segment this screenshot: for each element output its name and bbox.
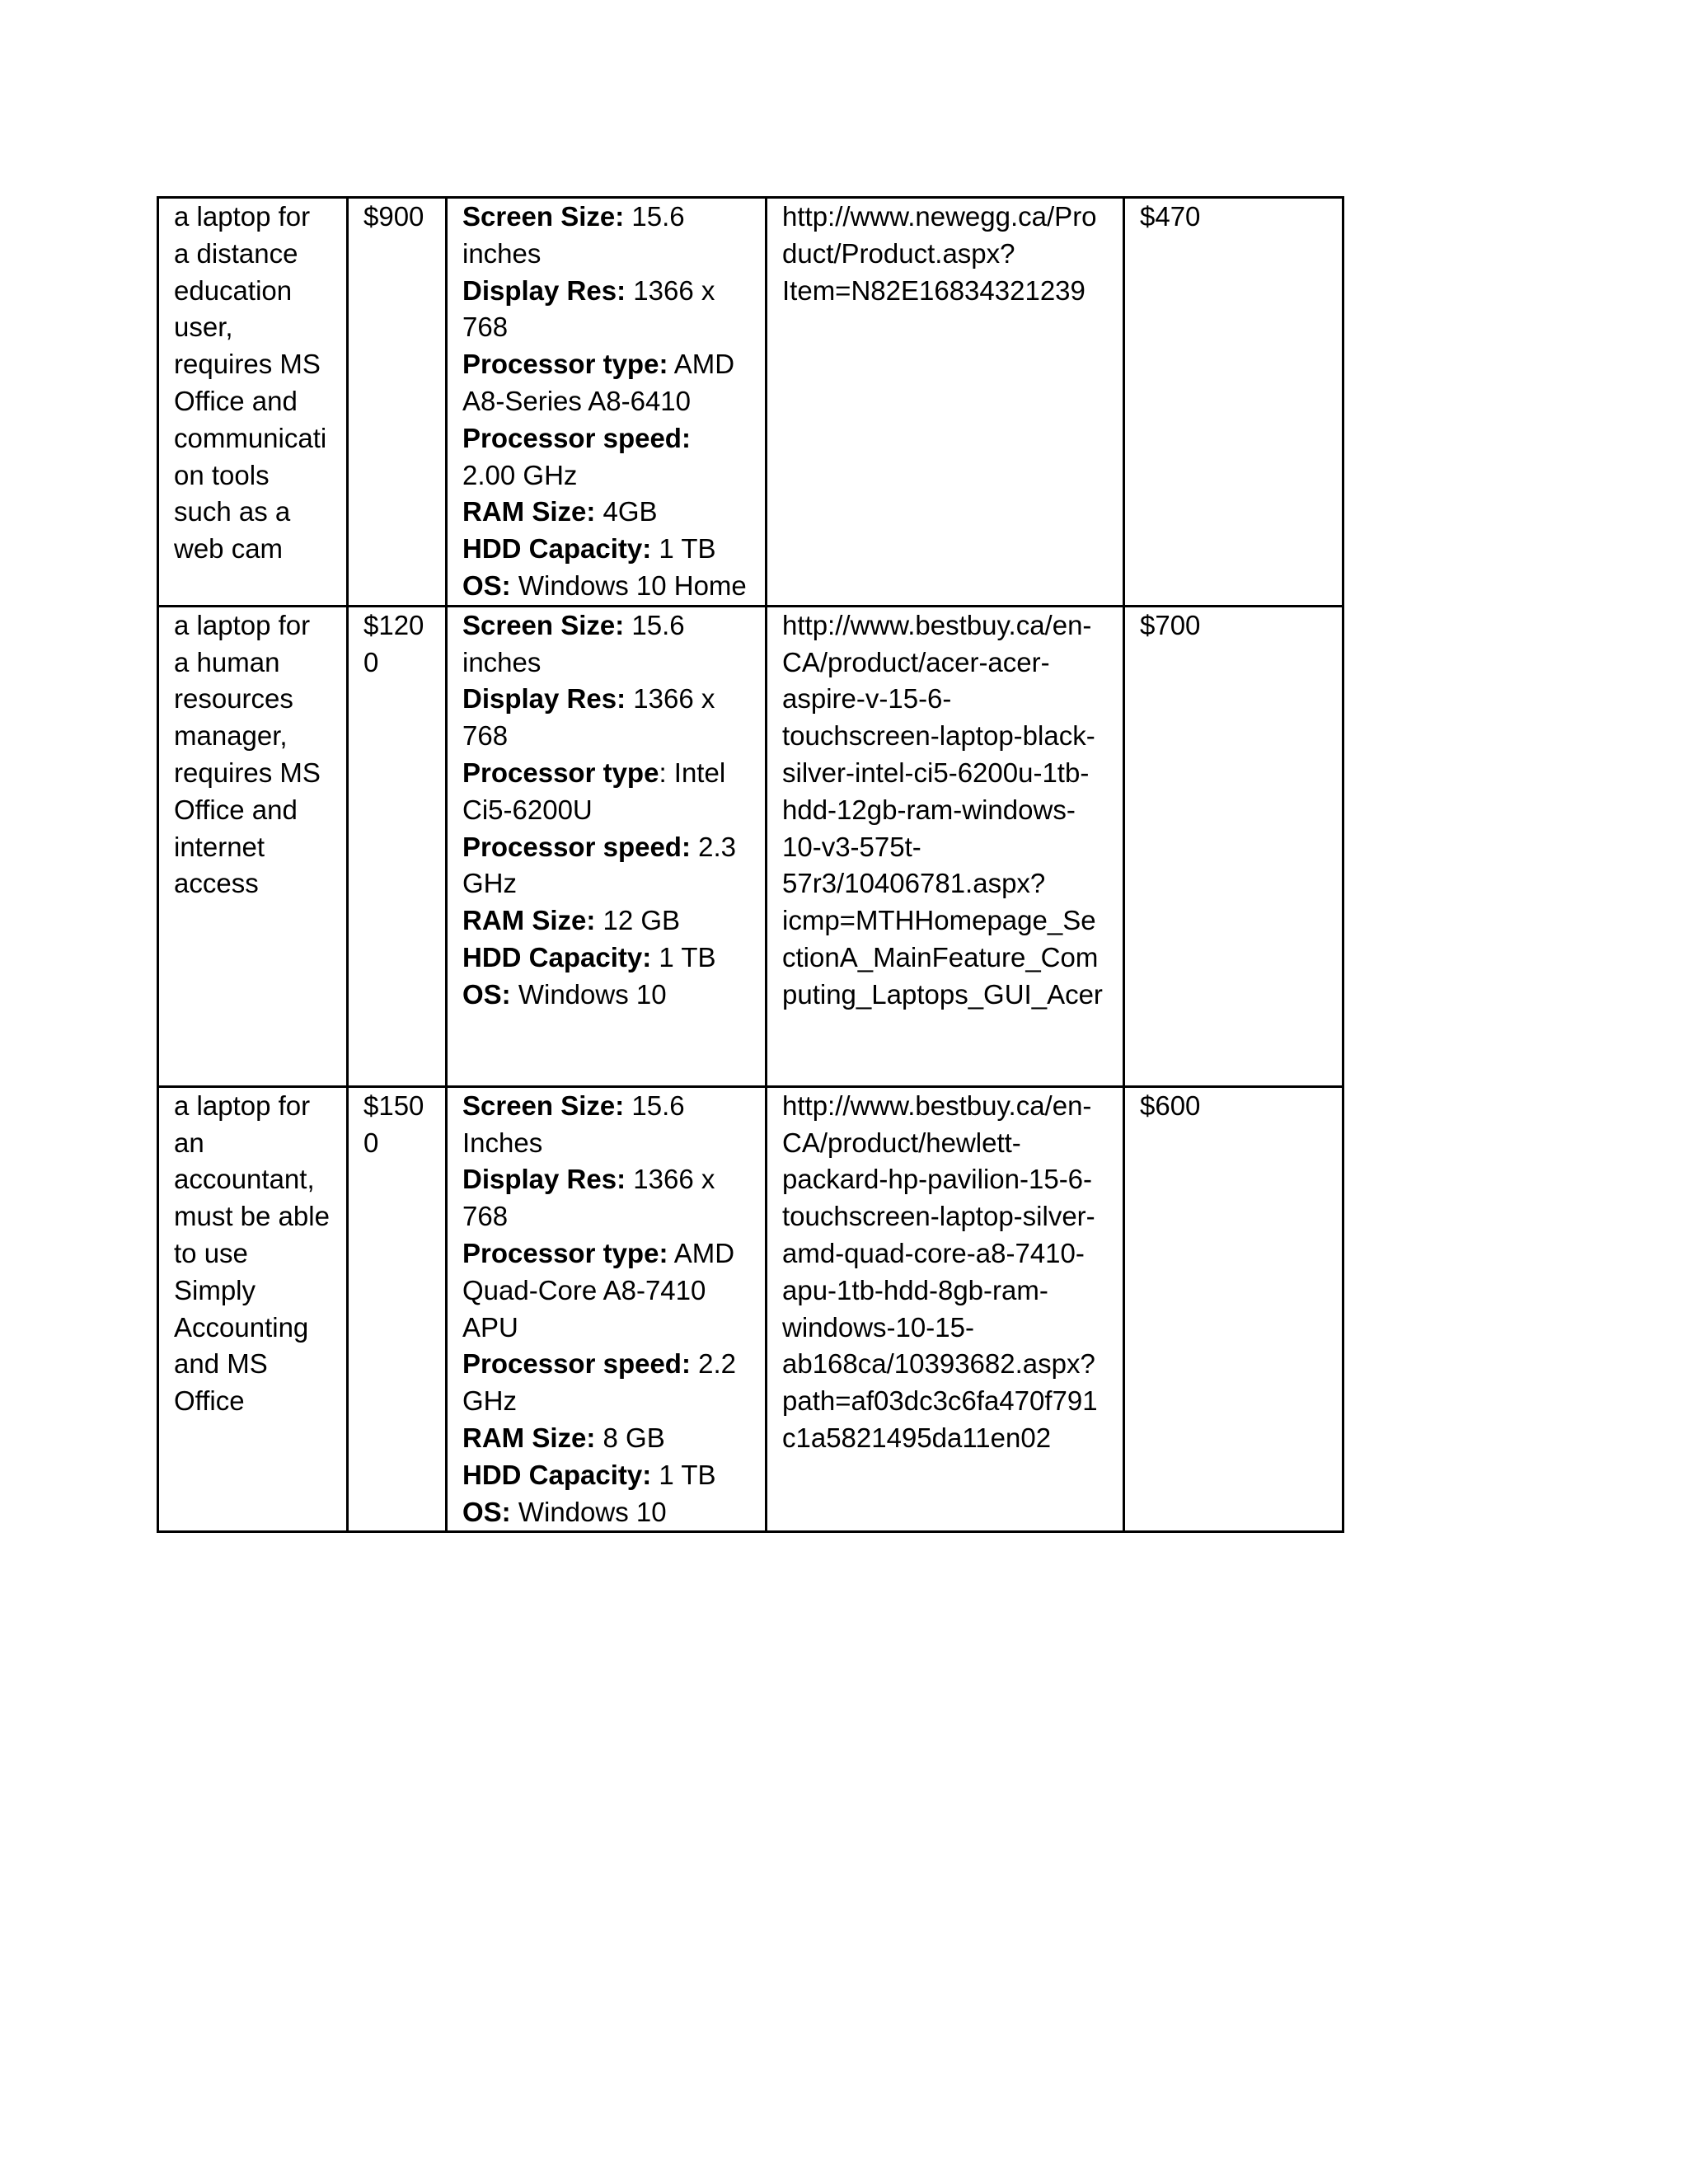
budget-cell [348,1086,447,1532]
spec-os [462,568,750,605]
price-cell [1124,606,1343,1086]
spec-label: Processor speed: [462,422,691,453]
spec-display-res [462,273,750,347]
spec-label: OS: [462,569,511,601]
spec-value: 1366 x 768 [462,683,715,752]
price-cell [1124,1086,1343,1532]
price-value: $600 [1140,1090,1201,1121]
budget-value: $900 [363,201,424,232]
spec-screen-size [462,1088,750,1162]
price-value: $700 [1140,609,1201,640]
spec-label: Display Res: [462,1164,626,1195]
spec-ram-size [462,494,750,531]
spec-value: 8 GB [595,1422,665,1453]
use-case-text: a laptop for a distance education user, requires MS Office and communication tools such as a web cam [174,201,327,565]
spec-hdd-capacity [462,940,750,977]
use-case-cell [158,606,348,1086]
spec-label: Display Res: [462,683,626,715]
price-cell [1124,198,1343,607]
spec-processor-type [462,755,750,829]
spec-processor-speed [462,829,750,903]
spec-label: Screen Size: [462,201,625,232]
spec-label: Screen Size: [462,1090,625,1121]
product-url[interactable]: http://www.bestbuy.ca/en-CA/product/hewlett-packard-hp-pavilion-15-6-touchscreen-laptop-silver-amd-quad-core-a8-7410-apu-1tb-hdd-8gb-ram-windows-10-15-ab168ca/10393682.aspx?path=af03dc3c6fa470f791c1a5821495da11en02 [782,1090,1098,1453]
spec-label: Display Res: [462,274,626,306]
table-row [158,606,1343,1086]
spec-os [462,1494,750,1531]
spec-label: Processor type: [462,1237,668,1268]
product-url[interactable]: http://www.bestbuy.ca/en-CA/product/acer-acer-aspire-v-15-6-touchscreen-laptop-black-silver-intel-ci5-6200u-1tb-hdd-12gb-ram-windows-10-v3-575t-57r3/10406781.aspx?icmp=MTHHomepage_SectionA_MainFeature_Computing_Laptops_GUI_Acer [782,609,1103,1010]
budget-cell [348,606,447,1086]
spec-label: OS: [462,1496,511,1527]
spec-label: RAM Size: [462,496,596,527]
use-case-text: a laptop for a human resources manager, requires MS Office and internet access [174,609,321,899]
spec-label: RAM Size: [462,905,596,936]
spec-label: Processor speed: [462,831,691,862]
spec-value: 2.2 GHz [462,1348,737,1417]
url-cell [767,606,1124,1086]
spec-hdd-capacity [462,531,750,568]
spec-processor-speed [462,1346,750,1420]
spec-hdd-capacity [462,1457,750,1494]
table-row [158,198,1343,607]
spec-label: Screen Size: [462,609,625,640]
spec-value: 2.00 GHz [462,459,578,490]
spec-label: Processor type: [462,349,668,380]
spec-display-res [462,681,750,755]
spec-processor-type [462,1235,750,1346]
spec-screen-size [462,199,750,273]
use-case-cell [158,1086,348,1532]
spec-value: 15.6 Inches [462,1090,685,1158]
spec-value: Windows 10 Home [510,569,747,601]
budget-value: $1500 [363,1090,424,1158]
spec-label: RAM Size: [462,1422,596,1453]
spec-label: HDD Capacity: [462,941,652,972]
spec-value: AMD A8-Series A8-6410 [462,349,735,416]
spec-processor-type [462,346,750,420]
spec-value: 4GB [595,496,658,527]
spec-value: 1366 x 768 [462,1164,715,1232]
spec-value: 2.3 GHz [462,831,737,899]
budget-value: $1200 [363,609,424,677]
spec-value: 1366 x 768 [462,274,715,343]
spec-label: Processor speed: [462,1348,691,1380]
product-url[interactable]: http://www.newegg.ca/Product/Product.aspx?Item=N82E16834321239 [782,201,1097,306]
laptop-comparison-table [157,196,1344,1533]
specs-cell [447,1086,767,1532]
price-value: $470 [1140,201,1201,232]
spec-ram-size [462,1420,750,1457]
spec-value: 15.6 inches [462,609,685,677]
spec-value: 12 GB [595,905,681,936]
spec-label: OS: [462,978,511,1010]
spec-value: Windows 10 [510,978,667,1010]
spec-display-res [462,1161,750,1235]
spec-value: 1 TB [651,533,716,565]
spec-value: 15.6 inches [462,201,685,269]
specs-cell [447,606,767,1086]
use-case-cell [158,198,348,607]
spec-label: HDD Capacity: [462,533,652,565]
use-case-text: a laptop for an accountant, must be able to use Simply Accounting and MS Office [174,1090,330,1417]
spec-value: Windows 10 [510,1496,667,1527]
spec-label: HDD Capacity: [462,1459,652,1490]
spec-os [462,977,750,1014]
spec-processor-speed [462,420,750,494]
url-cell [767,198,1124,607]
spec-ram-size [462,902,750,940]
table-row [158,1086,1343,1532]
spec-value: 1 TB [651,1459,716,1490]
spec-label: Processor type [462,757,659,788]
url-cell [767,1086,1124,1532]
spec-value: : Intel Ci5-6200U [462,757,726,825]
budget-cell [348,198,447,607]
spec-value: AMD Quad-Core A8-7410 APU [462,1237,735,1343]
spec-value: 1 TB [651,941,716,972]
spec-screen-size [462,607,750,682]
specs-cell [447,198,767,607]
